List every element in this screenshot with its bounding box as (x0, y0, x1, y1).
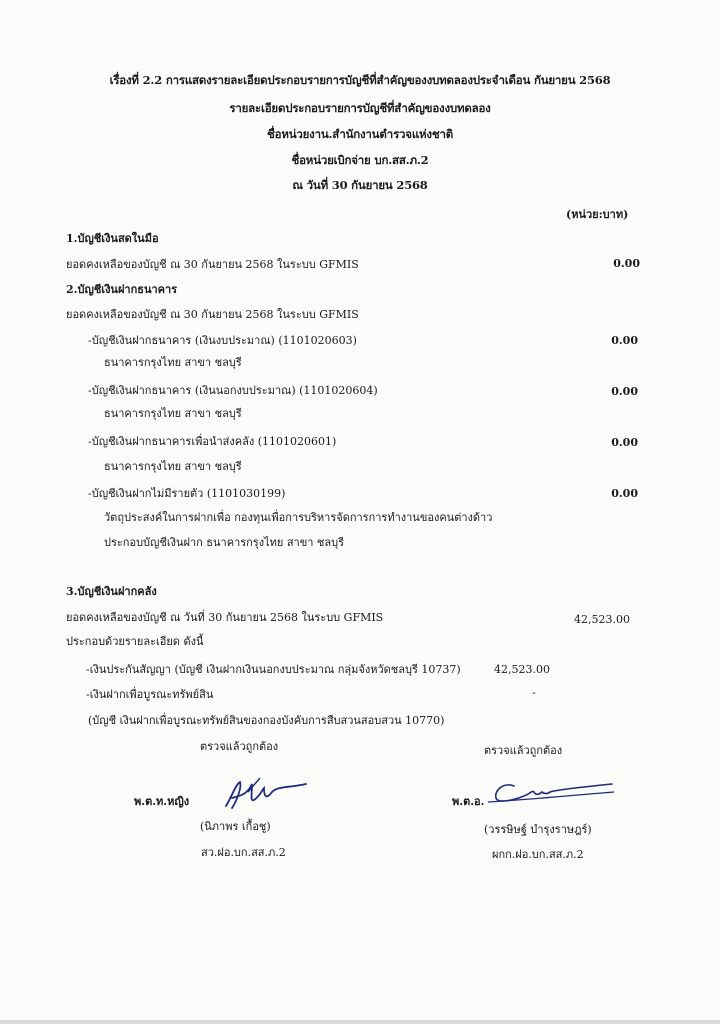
section3-detail-label: ประกอบด้วยรายละเอียด ดังนี้ (66, 635, 204, 648)
left-signer-position: สว.ฝอ.บก.สส.ภ.2 (201, 846, 286, 859)
section2-item-purpose: วัตถุประสงค์ในการฝากเพื่อ กองทุนเพื่อการบริหารจัดการการทำงานของคนต่างด้าว (104, 511, 493, 524)
as-of-date: ณ วันที่ 30 กันยายน 2568 (292, 178, 428, 192)
section2-item-label: -บัญชีเงินฝากธนาคารเพื่อนำส่งคลัง (1101020601) (88, 435, 337, 448)
section2-item-value: 0.00 (611, 334, 638, 347)
section3-balance-label: ยอดคงเหลือของบัญชี ณ วันที่ 30 กันยายน 2568 ในระบบ GFMIS (66, 611, 384, 624)
section2-item-value: 0.00 (611, 385, 638, 398)
section1-balance-label: ยอดคงเหลือของบัญชี ณ 30 กันยายน 2568 ในระบบ GFMIS (66, 258, 359, 271)
left-signature-image (218, 776, 318, 814)
section3-item-value: - (532, 686, 536, 699)
left-verified-label: ตรวจแล้วถูกต้อง (200, 740, 279, 753)
right-verified-label: ตรวจแล้วถูกต้อง (484, 744, 563, 757)
section2-item-value: 0.00 (611, 487, 638, 500)
header-subtitle: รายละเอียดประกอบรายการบัญชีที่สำคัญของงบทดลอง (229, 101, 491, 115)
section3-title: 3.บัญชีเงินฝากคลัง (66, 585, 157, 598)
section3-balance-value: 42,523.00 (574, 613, 630, 626)
section1-title: 1.บัญชีเงินสดในมือ (66, 232, 159, 245)
right-signature-image (484, 778, 618, 808)
section2-balance-label: ยอดคงเหลือของบัญชี ณ 30 กันยายน 2568 ในระบบ GFMIS (66, 308, 359, 321)
left-rank: พ.ต.ท.หญิง (134, 795, 190, 808)
right-signer-position: ผกก.ฝอ.บก.สส.ภ.2 (492, 848, 584, 861)
section2-item-label: -บัญชีเงินฝากธนาคาร (เงินงบประมาณ) (1101020603) (88, 334, 357, 347)
agency-name: ชื่อหน่วยงาน.สำนักงานตำรวจแห่งชาติ (267, 127, 453, 141)
section3-item-value: 42,523.00 (494, 663, 550, 676)
section2-item-bank: ธนาคารกรุงไทย สาขา ชลบุรี (104, 356, 242, 369)
header-title: เรื่องที่ 2.2 การแสดงรายละเอียดประกอบรายการบัญชีที่สำคัญของงบทดลองประจำเดือน กันยายน 2568 (109, 73, 611, 87)
section2-item-label: -บัญชีเงินฝากธนาคาร (เงินนอกงบประมาณ) (1101020604) (88, 384, 378, 397)
right-rank: พ.ต.อ. (452, 795, 485, 808)
section3-item-note: (บัญชี เงินฝากเพื่อบูรณะทรัพย์สินของกองบังคับการสืบสวนสอบสวน 10770) (88, 714, 445, 727)
section2-item-bank: ธนาคารกรุงไทย สาขา ชลบุรี (104, 407, 242, 420)
bottom-edge-divider (0, 1020, 720, 1024)
section3-item-label: -เงินประกันสัญญา (บัญชี เงินฝากเงินนอกงบประมาณ กลุ่มจังหวัดชลบุรี 10737) (86, 663, 461, 676)
section2-title: 2.บัญชีเงินฝากธนาคาร (66, 283, 178, 296)
right-signer-name: (วรรษิษฐ์ บำรุงราษฎร์) (484, 823, 592, 836)
section2-item-value: 0.00 (611, 436, 638, 449)
left-signer-name: (นิภาพร เกื้อชู) (200, 820, 271, 833)
section2-item-label: -บัญชีเงินฝากไม่มีรายตัว (1101030199) (88, 487, 286, 500)
disbursement-unit: ชื่อหน่วยเบิกจ่าย บก.สส.ภ.2 (291, 153, 429, 167)
unit-label: (หน่วย:บาท) (566, 208, 629, 221)
section2-item-bank: ธนาคารกรุงไทย สาขา ชลบุรี (104, 460, 242, 473)
section2-item-bank: ประกอบบัญชีเงินฝาก ธนาคารกรุงไทย สาขา ชลบุรี (104, 536, 344, 549)
section1-balance-value: 0.00 (613, 257, 640, 270)
section3-item-label: -เงินฝากเพื่อบูรณะทรัพย์สิน (86, 688, 214, 701)
